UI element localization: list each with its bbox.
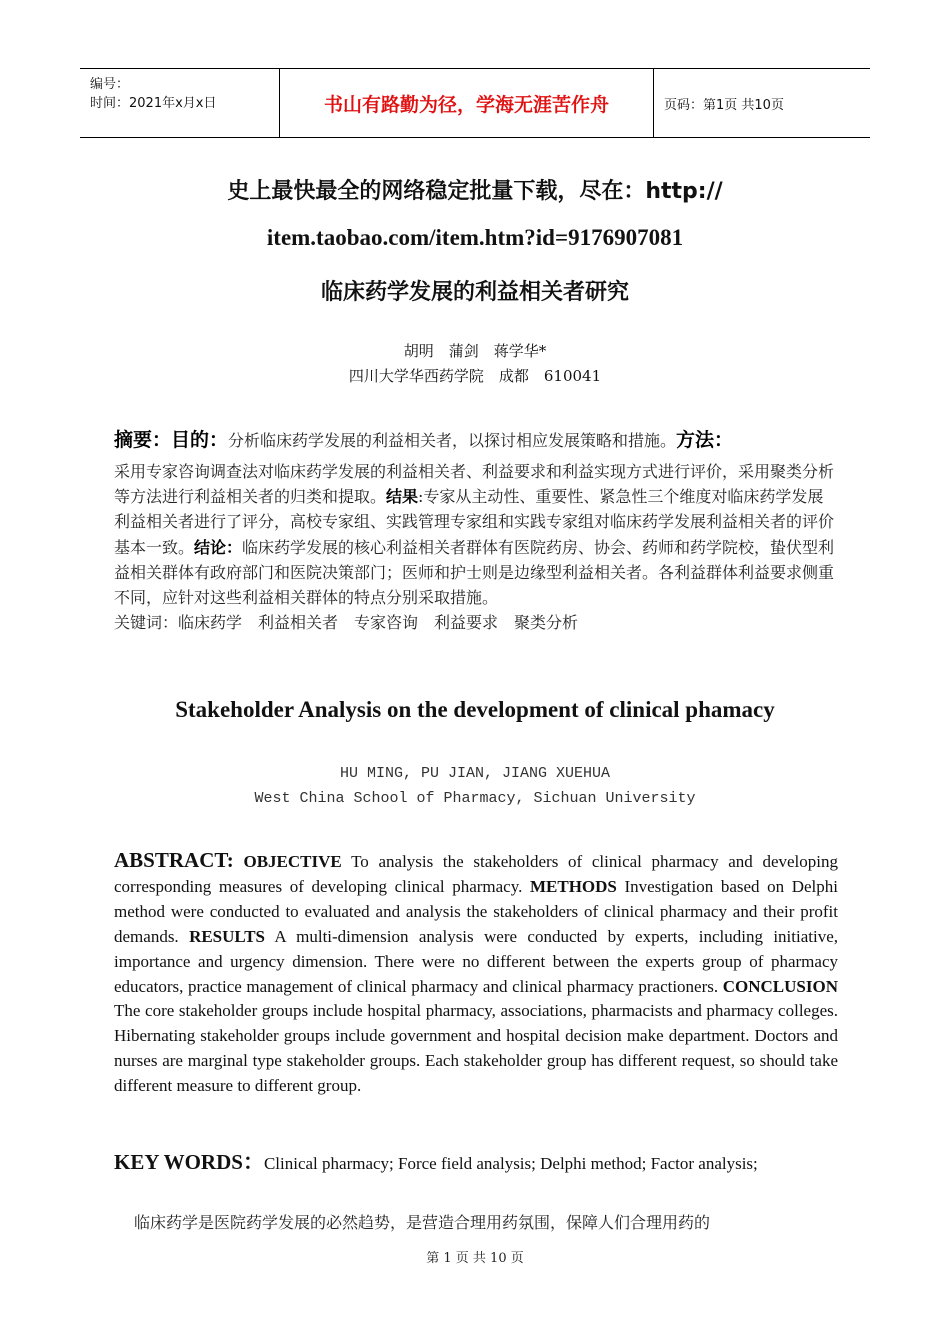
affiliation-zh: 四川大学华西药学院 成都 610041: [348, 367, 602, 385]
header-page-info: 页码：第1页 共10页: [664, 97, 784, 113]
page-footer: 第 1 页 共 10 页: [426, 1251, 524, 1266]
number-label: 编号：: [90, 77, 130, 92]
objective-en-text: To analysis the stakeholders of clinical pharmacy and developing corresponding measures of developing clinical pharmacy.: [114, 852, 839, 896]
ad-line-2: item.taobao.com/item.htm?id=9176907081: [266, 225, 684, 250]
methods-zh-text: 采用专家咨询调查法对临床药学发展的利益相关者、利益要求和利益实现方式进行评价，采用聚类分析等方法进行利益相关者的归类和提取。: [114, 462, 835, 507]
header-table: [80, 68, 870, 138]
keywords-en-text: Clinical pharmacy; Force field analysis; Delphi method; Factor analysis;: [263, 1154, 758, 1173]
methods-zh-label: 方法：: [676, 429, 734, 451]
date-label: 时间：2021年x月x日: [90, 96, 217, 111]
methods-en-label: METHODS: [529, 876, 617, 896]
objective-zh-label: 目的：: [171, 429, 229, 451]
abstract-zh-label: 摘要：: [114, 429, 172, 451]
conclusion-en-text: The core stakeholder groups include hospital pharmacy, associations, pharmacists and pharmacy colleges. Hibernating stakeholder groups include government and hospital decision make department. Doctors and nurses are marginal type stakeholder groups. Each stakeholder group has different request, so should take different measure to different group.: [114, 1001, 838, 1096]
affiliation-en: West China School of Pharmacy, Sichuan University: [254, 790, 696, 807]
paper-title-en: Stakeholder Analysis on the development of clinical phamacy: [175, 697, 775, 722]
keywords-en: [114, 1146, 854, 1176]
paper-title-zh: 临床药学发展的利益相关者研究: [320, 280, 629, 305]
authors-en: HU MING, PU JIAN, JIANG XUEHUA: [339, 765, 611, 782]
results-en-text: A multi-dimension analysis were conducted by experts, including initiative, importance and urgency dimension. There were no different between the experts group of pharmacy educators, practice management of clinical pharmacy and clinical pharmacy practioners.: [114, 926, 838, 996]
results-en-label: RESULTS: [189, 926, 265, 946]
objective-en-label: OBJECTIVE: [243, 852, 342, 871]
abstract-en-label: ABSTRACT:: [114, 848, 234, 872]
abstract-zh: [114, 426, 838, 635]
methods-en-text: Investigation based on Delphi method were conducted to evaluated and analysis the stakeholders of clinical pharmacy and their profit demands.: [114, 876, 838, 946]
header-left-cell: [80, 69, 280, 137]
header-motto: 书山有路勤为径，学海无涯苦作舟: [280, 69, 654, 137]
ad-line-1: 史上最快最全的网络稳定批量下载，尽在：http://: [227, 179, 723, 204]
abstract-en: [114, 848, 838, 1099]
body-paragraph: 临床药学是医院药学发展的必然趋势，是营造合理用药氛围，保障人们合理用药的: [134, 1213, 711, 1232]
keywords-en-label: KEY WORDS：: [114, 1150, 264, 1174]
objective-zh-text: 分析临床药学发展的利益相关者，以探讨相应发展策略和措施。: [228, 431, 677, 450]
keywords-zh: 关键词：临床药学 利益相关者 专家咨询 利益要求 聚类分析: [114, 613, 579, 633]
results-zh-label: 结果: [386, 487, 419, 507]
conclusion-zh-label: 结论：: [194, 537, 243, 557]
conclusion-en-label: CONCLUSION: [722, 976, 838, 996]
conclusion-zh-text: 临床药学发展的核心利益相关者群体有医院药房、协会、药师和药学院校，蛰伏型利益相关群体有政府部门和医院决策部门；医师和护士则是边缘型利益相关者。各利益群体利益要求侧重不同，应针对这些利益相关群体的特点分别采取措施。: [114, 537, 835, 608]
results-zh-text: :专家从主动性、重要性、紧急性三个维度对临床药学发展利益相关者进行了评分，高校专家组、实践管理专家组和实践专家组对临床药学发展利益相关者的评价基本一致。: [114, 487, 835, 557]
authors-zh: 胡明 蒲剑 蒋学华*: [403, 342, 547, 360]
